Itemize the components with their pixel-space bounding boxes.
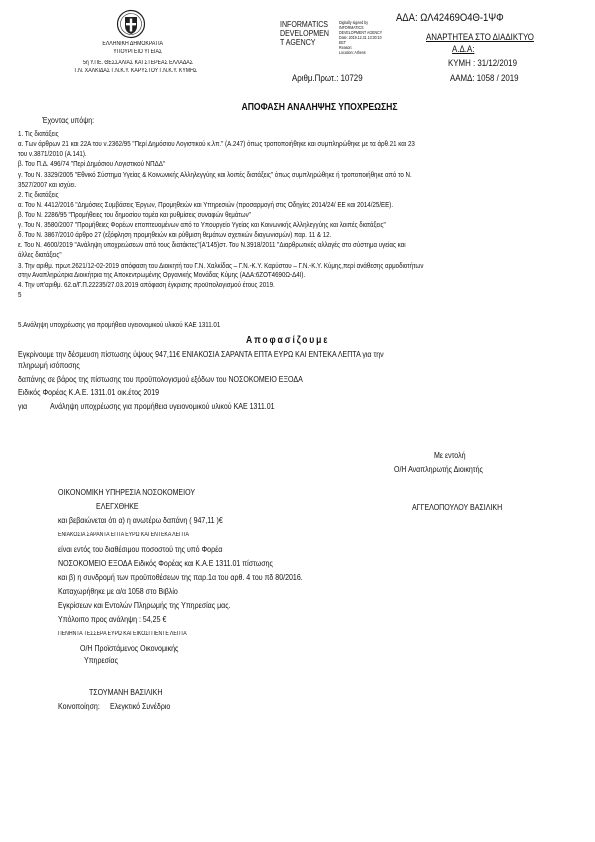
for-label: για — [18, 402, 28, 411]
decision-heading: Αποφασίζουμε — [246, 335, 330, 346]
conditions-line: και β) η συνδρομή των προϋποθέσεων της παρ.1α του αρθ. 4 του πδ 80/2016. — [58, 573, 303, 582]
by-order: Με εντολή — [434, 451, 466, 460]
page-title: ΑΠΟΦΑΣΗ ΑΝΑΛΗΨΗΣ ΥΠΟΧΡΕΩΣΗΣ — [241, 102, 398, 113]
consideration-1c-cont: 3527/2007 και ισχύει. — [18, 180, 77, 189]
consideration-2c: γ. Του Ν. 3580/2007 "Προμήθειες Φορέων εποπτευομένων από το Υπουργείο Υγείας και Κοινωνικής Αλληλεγγύης και λοιπές διατάξεις" — [18, 220, 386, 229]
consideration-2d: δ. Του Ν. 3867/2010 άρθρο 27 (εξόφληση προμηθειών και ρύθμιση θεμάτων σχετικών διαγωνισμών) παρ. 11 & 12. — [18, 230, 332, 239]
ada-code: ΑΔΑ: ΩΛ42469Ο4Θ-1ΨΦ — [396, 12, 504, 24]
approval-line-2: πληρωμή ισόποσης — [18, 361, 80, 370]
head-role: Ο/Η Προϊστάμενος Οικονομικής — [80, 644, 179, 653]
consideration-1b: β. Του Π.Δ. 496/74 "Περί Δημόσιου Λογιστικού ΝΠΔΔ" — [18, 159, 166, 168]
finance-dept: ΟΙΚΟΝΟΜΙΚΗ ΥΠΗΡΕΣΙΑ ΝΟΣΟΚΟΜΕΙΟΥ — [58, 488, 196, 497]
approval-line-1: Εγκρίνουμε την δέσμευση πίστωσης ύψους 947,11€ ΕΝΙΑΚΟΣΙΑ ΣΑΡΑΝΤΑ ΕΠΤΑ ΕΥΡΩ ΚΑΙ ΕΝΤΕΚΑ ΛΕΠΤΑ για την — [18, 350, 384, 359]
registered-line: Καταχωρήθηκε με α/α 1058 στο Βιβλίο — [58, 587, 178, 596]
approvals-line: Εγκρίσεων και Εντολών Πληρωμής της Υπηρεσίας μας. — [58, 601, 231, 610]
consideration-2: 2. Τις διατάξεις — [18, 190, 59, 199]
signer-org-line-1: INFORMATICS — [280, 20, 328, 29]
hospital-group: Γ.Ν. ΧΑΛΚΙΔΑΣ Γ.Ν.Κ.Υ. ΚΑΡΥΣΤΟΥ Γ.Ν.Κ.Υ. ΚΥΜΗΣ — [74, 68, 198, 74]
consideration-2b: β. Του Ν. 2286/95 "Προμήθειες του δημοσίου τομέα και ρυθμίσεις συναφών θεμάτων" — [18, 210, 251, 219]
balance-line: Υπόλοιπο προς ανάληψη : 54,25 € — [58, 615, 167, 624]
consideration-2e: ε. Του Ν. 4600/2019 "Ανάληψη υποχρεώσεων από τους διατάκτες"(Α'145)στ. Του Ν.3918/2011 "Διαρθρωτικές αλλαγές στο σύστημα υγείας και — [18, 240, 406, 249]
signer-org-line-3: T AGENCY — [280, 38, 316, 47]
health-region: 5η Υ.ΠΕ. ΘΕΣΣΑΛΙΑΣ ΚΑΙ ΣΤΕΡΕΑΣ ΕΛΛΑΔΑΣ — [83, 60, 193, 66]
notify-recipient: Ελεγκτικό Συνέδριο — [110, 702, 171, 711]
place-date: ΚΥΜΗ : 31/12/2019 — [448, 58, 517, 68]
aamd-number: ΑΑΜΔ: 1058 / 2019 — [450, 73, 519, 83]
consideration-3-cont: στην Αναπληρώτρια Διοικήτρια της Αποκεντρωμένης Οργανικής Μονάδας Κύμης (ΑΔΑ:6ΖΟΤ4690Ω-Δ4Ι). — [18, 270, 306, 279]
digital-signature-details: Digitally signed by INFORMATICS DEVELOPMENT AGENCY Date: 2019.12.31 13:30:10 EET Reason: Location: Athens — [339, 20, 383, 55]
hospital-credit-line: ΝΟΣΟΚΟΜΕΙΟ ΕΞΟΔΑ Ειδικός Φορέας και Κ.Α.Ε 1311.01 πίστωσης — [58, 559, 273, 568]
having-regard: Έχοντας υπόψη: — [42, 116, 95, 125]
ministry-name: ΥΠΟΥΡΓΕΙΟ ΥΓΕΙΑΣ — [113, 49, 163, 55]
consideration-1: 1. Τις διατάξεις — [18, 129, 59, 138]
consideration-1a: α. Των άρθρων 21 και 22Α του ν.2362/95 "Περί Δημόσιου Λογιστικού κ.λπ." (Α.247) όπως τροποποιήθηκε και συμπληρώθηκε με τα άρθ.21 και 23 — [18, 139, 415, 148]
consideration-2a: α. Του Ν. 4412/2016 "Δημόσιες Συμβάσεις Έργων, Προμηθειών και Υπηρεσιών (προσαρμογή στις Οδηγίες 2014/24/ ΕΕ και 2014/25/ΕΕ). — [18, 200, 394, 209]
consideration-5: 5.Ανάληψη υποχρέωσης για προμήθεια υγειονομικού υλικού ΚΑΕ 1311.01 — [18, 320, 221, 329]
approval-line-4: Ειδικός Φορέας Κ.Α.Ε. 1311.01 οικ.έτος 2019 — [18, 388, 160, 397]
publish-online-label: ΑΝΑΡΤΗΤΕΑ ΣΤΟ ΔΙΑΔΙΚΤΥΟ — [426, 32, 534, 42]
deputy-role: Ο/Η Αναπληρωτής Διοικητής — [394, 465, 483, 474]
signer-org-line-2: DEVELOPMEN — [280, 29, 329, 38]
ada-label: Α.Δ.Α: — [452, 44, 475, 54]
checked-label: ΕΛΕΓΧΘΗΚΕ — [96, 502, 139, 511]
certify-line: και βεβαιώνεται ότι α) η ανωτέρω δαπάνη ( 947,11 )€ — [58, 516, 223, 525]
consideration-2e-cont: άλλες διατάξεις" — [18, 250, 62, 259]
consideration-5-stub: 5 — [18, 290, 22, 299]
head-name: ΤΣΟΥΜΑΝΗ ΒΑΣΙΛΙΚΗ — [89, 688, 163, 697]
country-name: ΕΛΛΗΝΙΚΗ ΔΗΜΟΚΡΑΤΙΑ — [102, 41, 164, 47]
consideration-3: 3. Την αριθμ. πρωτ.2621/12-02-2019 απόφαση του Διοικητή του Γ.Ν. Χαλκίδας – Γ.Ν.-Κ.Υ. Καρύστου – Γ.Ν.-Κ.Υ. Κύμης,περί ανάθεσης αρμοδιοτήτων — [18, 261, 424, 270]
approval-line-3: δαπάνης σε βάρος της πίστωσης του προϋπολογισμού εξόδων του ΝΟΣΟΚΟΜΕΙΟ ΕΞΟΔΑ — [18, 375, 303, 384]
balance-in-words: ΠΕΝΗΝΤΑ ΤΕΣΣΕΡΑ ΕΥΡΩ ΚΑΙ ΕΙΚΟΣΙ ΠΕΝΤΕ ΛΕΠΤΑ — [58, 631, 187, 637]
consideration-4: 4. Την υπ'αριθμ. 62.α/Γ.Π.22235/27.03.2019 απόφαση έγκρισης προϋπολογισμού έτους 2019. — [18, 280, 275, 289]
greek-emblem-icon — [116, 9, 146, 39]
consideration-1a-cont: του ν.3871/2010 (Α.141). — [18, 149, 87, 158]
notify-label: Κοινοποίηση: — [58, 702, 100, 711]
consideration-1c: γ. Του Ν. 3329/2005 "Εθνικό Σύστημα Υγείας & Κοινωνικής Αλληλεγγύης και λοιπές διατάξεις" όπως συμπληρώθηκε ή τροποποιήθηκε από το Ν. — [18, 170, 412, 179]
for-text: Ανάληψη υποχρέωσης για προμήθεια υγειονομικού υλικού ΚΑΕ 1311.01 — [50, 402, 275, 411]
amount-in-words: ΕΝΙΑΚΟΣΙΑ ΣΑΡΑΝΤΑ ΕΠΤΑ ΕΥΡΩ ΚΑΙ ΕΝΤΕΚΑ ΛΕΠΤΑ — [58, 532, 190, 538]
within-line: είναι εντός του διαθέσιμου ποσοστού της υπό Φορέα — [58, 545, 223, 554]
head-role-cont: Υπηρεσίας — [84, 656, 118, 665]
protocol-number: Αριθμ.Πρωτ.: 10729 — [292, 73, 363, 83]
checker-name: ΑΓΓΕΛΟΠΟΥΛΟΥ ΒΑΣΙΛΙΚΗ — [412, 503, 503, 512]
